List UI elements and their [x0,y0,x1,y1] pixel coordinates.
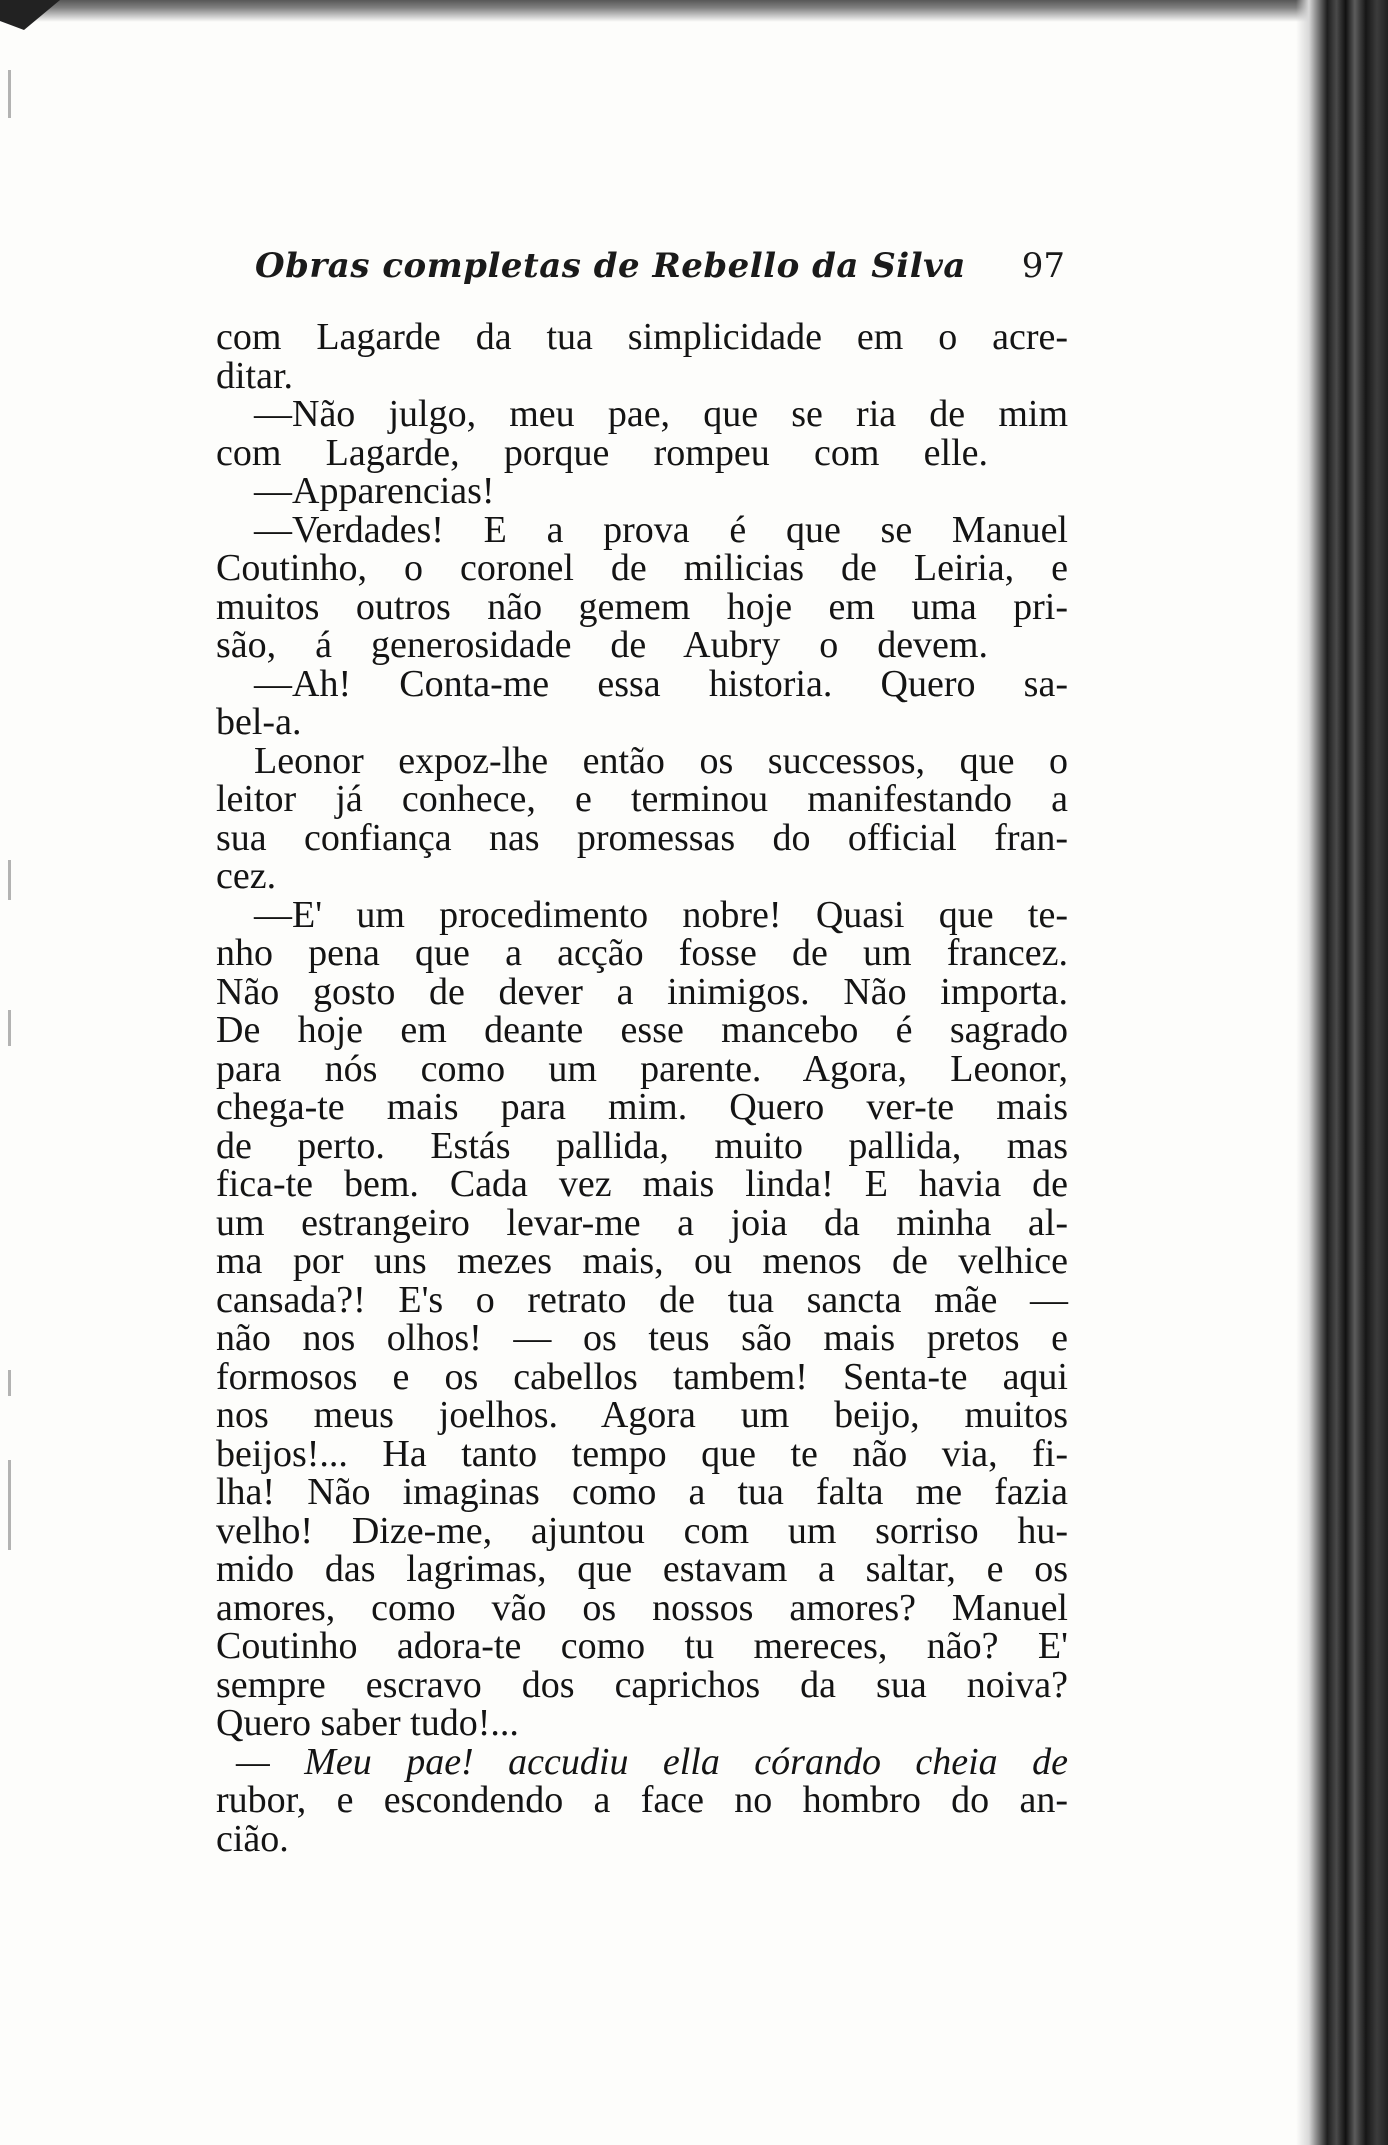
text-line: Leonor expoz-lhe então os successos, que o [254,739,1068,782]
scan-top-edge [0,0,1318,22]
text-line: cião. [216,1817,289,1860]
text-line: formosos e os cabellos tambem! Senta-te aqui [216,1355,1068,1398]
left-margin-marks [0,0,60,2145]
text-line: sua confiança nas promessas do official fran- [216,816,1068,859]
text-line: — Meu pae! accudiu ella córando cheia de [236,1740,1068,1783]
text-line: para nós como um parente. Agora, Leonor, [216,1047,1068,1090]
text-line: lha! Não imaginas como a tua falta me fazia [216,1471,1068,1513]
running-header [255,246,1065,296]
binding-gutter-shadow [1296,0,1388,2145]
text-line: —Apparencias! [254,470,495,512]
text-line: amores, como vão os nossos amores? Manuel [216,1586,1068,1629]
text-line: Coutinho, o coronel de milicias de Leiria, e [216,547,1068,589]
text-line: Não gosto de dever a inimigos. Não importa. [216,970,1068,1013]
text-line: chega-te mais para mim. Quero ver-te mais [216,1086,1068,1128]
text-line: cez. [216,855,277,897]
text-line: não nos olhos! — os teus são mais pretos e [216,1317,1068,1359]
body-text [216,318,1068,1858]
text-line: muitos outros não gemem hoje em uma pri- [216,585,1068,628]
text-line: nos meus joelhos. Agora um beijo, muitos [216,1394,1068,1436]
text-line: com Lagarde da tua simplicidade em o acre- [216,316,1068,358]
text-line: com Lagarde, porque rompeu com elle. [216,431,988,474]
text-line: mido das lagrimas, que estavam a saltar, e os [216,1548,1068,1590]
text-line: De hoje em deante esse mancebo é sagrado [216,1009,1068,1051]
text-line: —E' um procedimento nobre! Quasi que te- [254,893,1068,936]
text-line: —Ah! Conta-me essa historia. Quero sa- [254,662,1068,705]
text-line: nho pena que a acção fosse de um francez. [216,932,1068,974]
text-line: Quero saber tudo!... [216,1702,519,1744]
text-line: ditar. [216,354,294,397]
text-line: fica-te bem. Cada vez mais linda! E havia de [216,1163,1068,1205]
running-title: Obras completas de Rebello da Silva [255,246,966,286]
text-line: cansada?! E's o retrato de tua sancta mãe — [216,1278,1068,1321]
text-line: velho! Dize-me, ajuntou com um sorriso hu- [216,1509,1068,1552]
text-line: —Verdades! E a prova é que se Manuel [254,508,1068,551]
text-line: são, á generosidade de Aubry o devem. [216,624,988,666]
text-line: ma por uns mezes mais, ou menos de velhice [216,1240,1068,1282]
text-line: bel-a. [216,701,302,743]
page-number: 97 [1021,246,1065,286]
text-line: de perto. Estás pallida, muito pallida, mas [216,1124,1068,1167]
text-line: rubor, e escondendo a face no hombro do an- [216,1779,1068,1821]
text-line: beijos!... Ha tanto tempo que te não via, fi- [216,1432,1068,1475]
text-line: um estrangeiro levar-me a joia da minha al- [216,1201,1068,1244]
text-line: leitor já conhece, e terminou manifestando a [216,778,1068,820]
text-line: —Não julgo, meu pae, que se ria de mim [254,393,1068,435]
text-line: Coutinho adora-te como tu mereces, não? E' [216,1625,1068,1667]
text-line: sempre escravo dos caprichos da sua noiva? [216,1663,1068,1706]
